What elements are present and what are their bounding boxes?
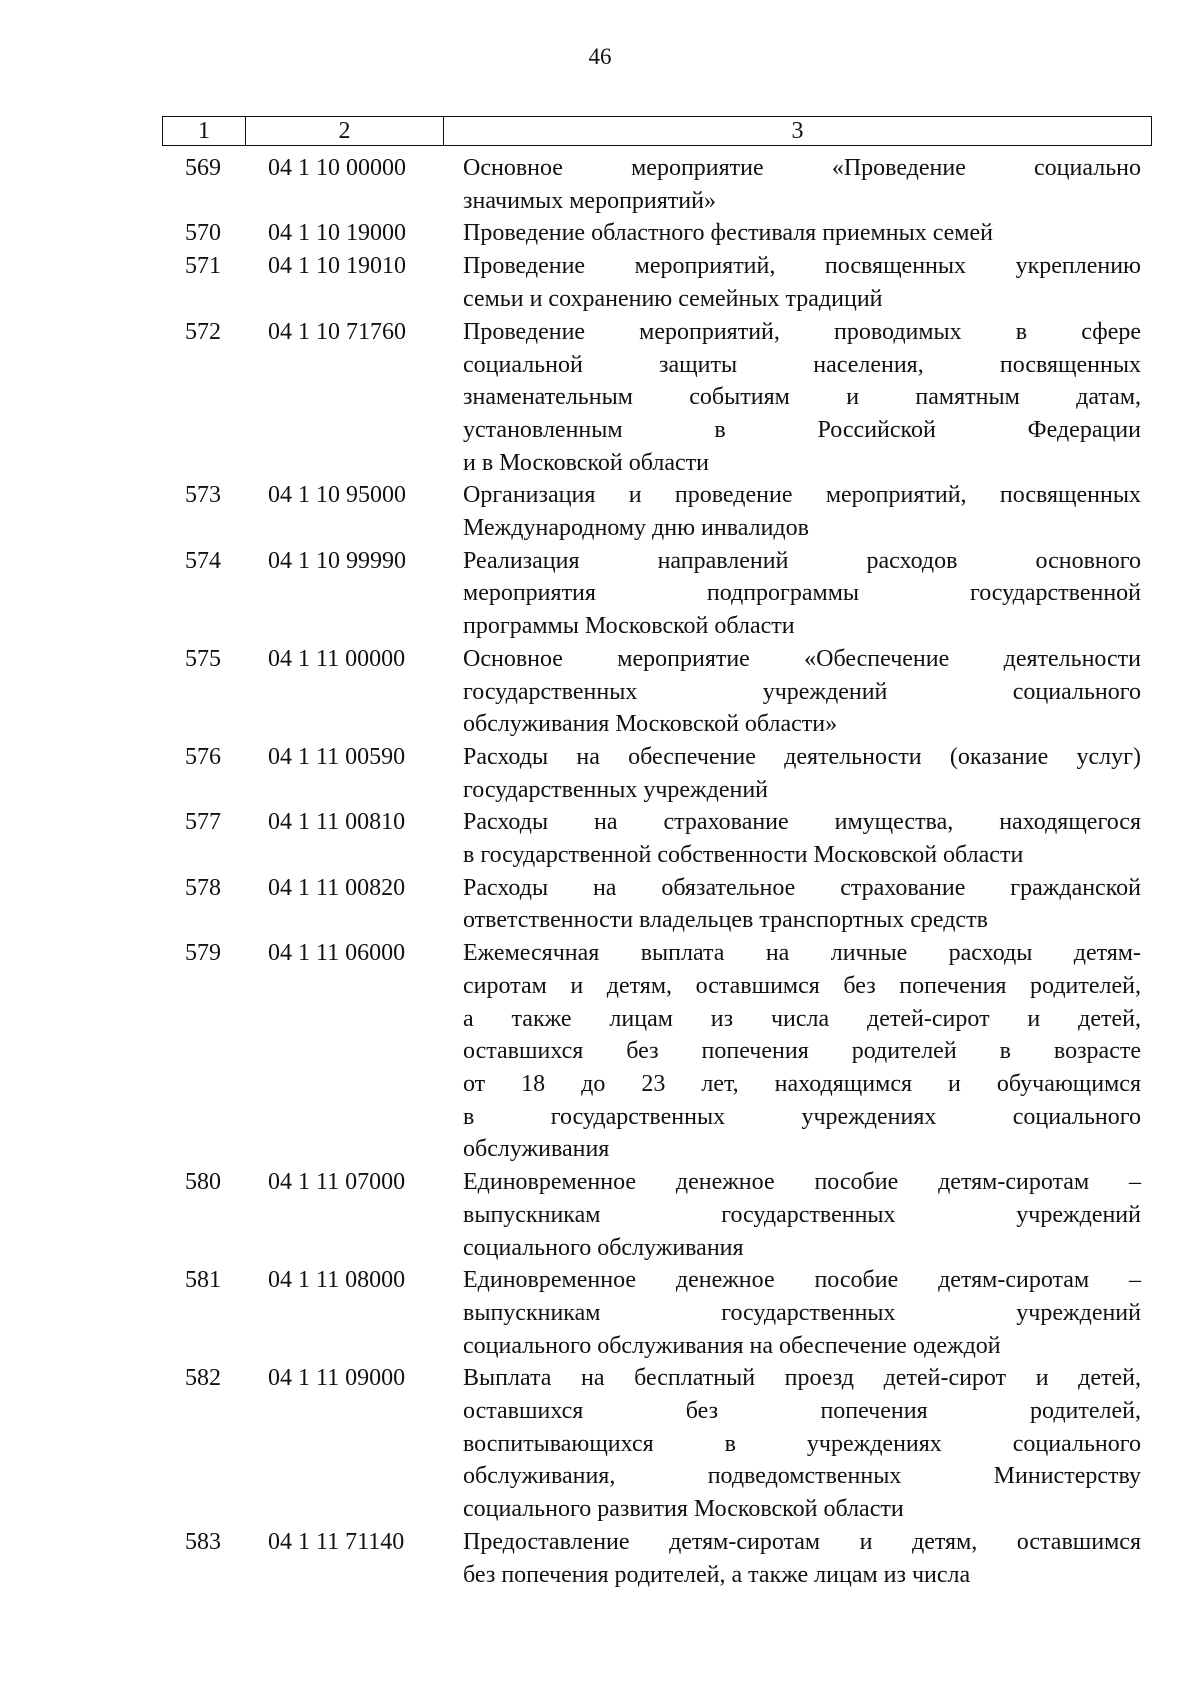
description-line: Проведение областного фестиваля приемных семей	[463, 220, 993, 247]
table-row	[0, 872, 1200, 937]
budget-code: 04 1 10 71760	[268, 318, 406, 345]
description-line: государственных учреждений	[463, 776, 769, 803]
row-description	[463, 1264, 1141, 1362]
description-line: обслуживания	[463, 1136, 610, 1163]
description-line: социального обслуживания	[463, 1234, 744, 1261]
table-row	[0, 250, 1200, 315]
row-number: 575	[185, 645, 221, 672]
description-line: установленным в Российской Федерации	[463, 416, 1141, 443]
row-number: 576	[185, 743, 221, 770]
table-row	[0, 806, 1200, 871]
row-description	[463, 250, 1141, 315]
description-line: социального развития Московской области	[463, 1496, 904, 1523]
budget-code: 04 1 11 00590	[268, 743, 406, 770]
description-line: и в Московской области	[463, 449, 709, 476]
row-number: 579	[185, 940, 221, 967]
description-line: оставшихся без попечения родителей в возрасте	[463, 1038, 1141, 1065]
table-row	[0, 937, 1200, 1166]
budget-code: 04 1 11 08000	[268, 1267, 406, 1294]
header-col-2: 2	[246, 117, 444, 146]
description-line: социального обслуживания на обеспечение одеждой	[463, 1332, 1001, 1359]
budget-code: 04 1 11 07000	[268, 1169, 406, 1196]
table-row	[0, 152, 1200, 217]
description-line: Основное мероприятие «Обеспечение деятельности	[463, 645, 1141, 672]
description-line: знаменательным событиям и памятным датам,	[463, 384, 1141, 411]
row-description	[463, 545, 1141, 643]
row-number: 578	[185, 874, 221, 901]
description-line: Реализация направлений расходов основного	[463, 547, 1141, 574]
table-row	[0, 741, 1200, 806]
budget-code: 04 1 11 00000	[268, 645, 406, 672]
description-line: от 18 до 23 лет, находящимся и обучающимся	[463, 1070, 1141, 1097]
budget-code: 04 1 10 19000	[268, 220, 406, 247]
description-line: сиротам и детям, оставшимся без попечения родителей,	[463, 972, 1141, 999]
description-line: Международному дню инвалидов	[463, 515, 809, 542]
row-number: 583	[185, 1528, 221, 1555]
row-description	[463, 1526, 1141, 1591]
row-description	[463, 217, 1141, 250]
description-line: выпускникам государственных учреждений	[463, 1201, 1141, 1228]
description-line: Проведение мероприятий, посвященных укреплению	[463, 253, 1141, 280]
description-line: Расходы на страхование имущества, находящегося	[463, 809, 1141, 836]
row-number: 571	[185, 253, 221, 280]
description-line: социальной защиты населения, посвященных	[463, 351, 1141, 378]
budget-code: 04 1 10 19010	[268, 253, 406, 280]
budget-code: 04 1 10 00000	[268, 155, 406, 181]
description-line: оставшихся без попечения родителей,	[463, 1398, 1141, 1425]
budget-code: 04 1 10 99990	[268, 547, 406, 574]
description-line: Единовременное денежное пособие детям-сиротам –	[463, 1267, 1141, 1294]
table-body	[0, 152, 1200, 1591]
description-line: в государственной собственности Московской области	[463, 842, 1024, 869]
row-number: 569	[185, 155, 221, 181]
description-line: обслуживания Московской области»	[463, 711, 838, 738]
description-line: программы Московской области	[463, 613, 795, 640]
description-line: выпускникам государственных учреждений	[463, 1299, 1141, 1326]
table-row	[0, 1526, 1200, 1591]
table-row	[0, 479, 1200, 544]
table-row	[0, 1362, 1200, 1526]
row-description	[463, 937, 1141, 1166]
description-line: Выплата на бесплатный проезд детей-сирот и детей,	[463, 1365, 1141, 1392]
table-row	[0, 545, 1200, 643]
row-number: 577	[185, 809, 221, 836]
table-row	[0, 1166, 1200, 1264]
description-line: Основное мероприятие «Проведение социально	[463, 155, 1141, 181]
row-description	[463, 152, 1141, 217]
row-number: 581	[185, 1267, 221, 1294]
description-line: обслуживания, подведомственных Министерству	[463, 1463, 1141, 1490]
budget-code: 04 1 11 06000	[268, 940, 406, 967]
row-number: 580	[185, 1169, 221, 1196]
budget-code: 04 1 11 09000	[268, 1365, 406, 1392]
budget-code: 04 1 11 00810	[268, 809, 406, 836]
row-description	[463, 1166, 1141, 1264]
description-line: Расходы на обязательное страхование гражданской	[463, 874, 1141, 901]
table-row	[0, 1264, 1200, 1362]
description-line: мероприятия подпрограммы государственной	[463, 580, 1141, 607]
description-line: а также лицам из числа детей-сирот и детей,	[463, 1005, 1141, 1032]
description-line: Единовременное денежное пособие детям-сиротам –	[463, 1169, 1141, 1196]
description-line: Предоставление детям-сиротам и детям, оставшимся	[463, 1528, 1141, 1555]
description-line: Проведение мероприятий, проводимых в сфере	[463, 318, 1141, 345]
row-description	[463, 643, 1141, 741]
row-number: 574	[185, 547, 221, 574]
row-description	[463, 1362, 1141, 1526]
row-description	[463, 316, 1141, 480]
row-number: 582	[185, 1365, 221, 1392]
row-number: 572	[185, 318, 221, 345]
description-line: Расходы на обеспечение деятельности (оказание услуг)	[463, 743, 1141, 770]
table-row	[0, 316, 1200, 480]
row-number: 573	[185, 482, 221, 509]
row-description	[463, 872, 1141, 937]
description-line: Организация и проведение мероприятий, посвященных	[463, 482, 1141, 509]
description-line: воспитывающихся в учреждениях социального	[463, 1430, 1141, 1457]
description-line: государственных учреждений социального	[463, 678, 1141, 705]
table-header	[162, 116, 1152, 146]
page-number: 46	[588, 44, 612, 69]
description-line: Ежемесячная выплата на личные расходы детям-	[463, 940, 1141, 967]
description-line: ответственности владельцев транспортных средств	[463, 907, 988, 934]
table-row	[0, 217, 1200, 250]
row-description	[463, 741, 1141, 806]
header-col-1: 1	[163, 117, 246, 146]
row-number: 570	[185, 220, 221, 247]
row-description	[463, 806, 1141, 871]
description-line: значимых мероприятий»	[463, 187, 716, 214]
row-description	[463, 479, 1141, 544]
description-line: семьи и сохранению семейных традиций	[463, 286, 883, 313]
budget-code: 04 1 11 00820	[268, 874, 406, 901]
description-line: без попечения родителей, а также лицам из числа	[463, 1561, 971, 1588]
budget-code: 04 1 10 95000	[268, 482, 406, 509]
budget-code: 04 1 11 71140	[268, 1528, 405, 1555]
table-row	[0, 643, 1200, 741]
header-col-3: 3	[444, 117, 1152, 146]
description-line: в государственных учреждениях социального	[463, 1103, 1141, 1130]
